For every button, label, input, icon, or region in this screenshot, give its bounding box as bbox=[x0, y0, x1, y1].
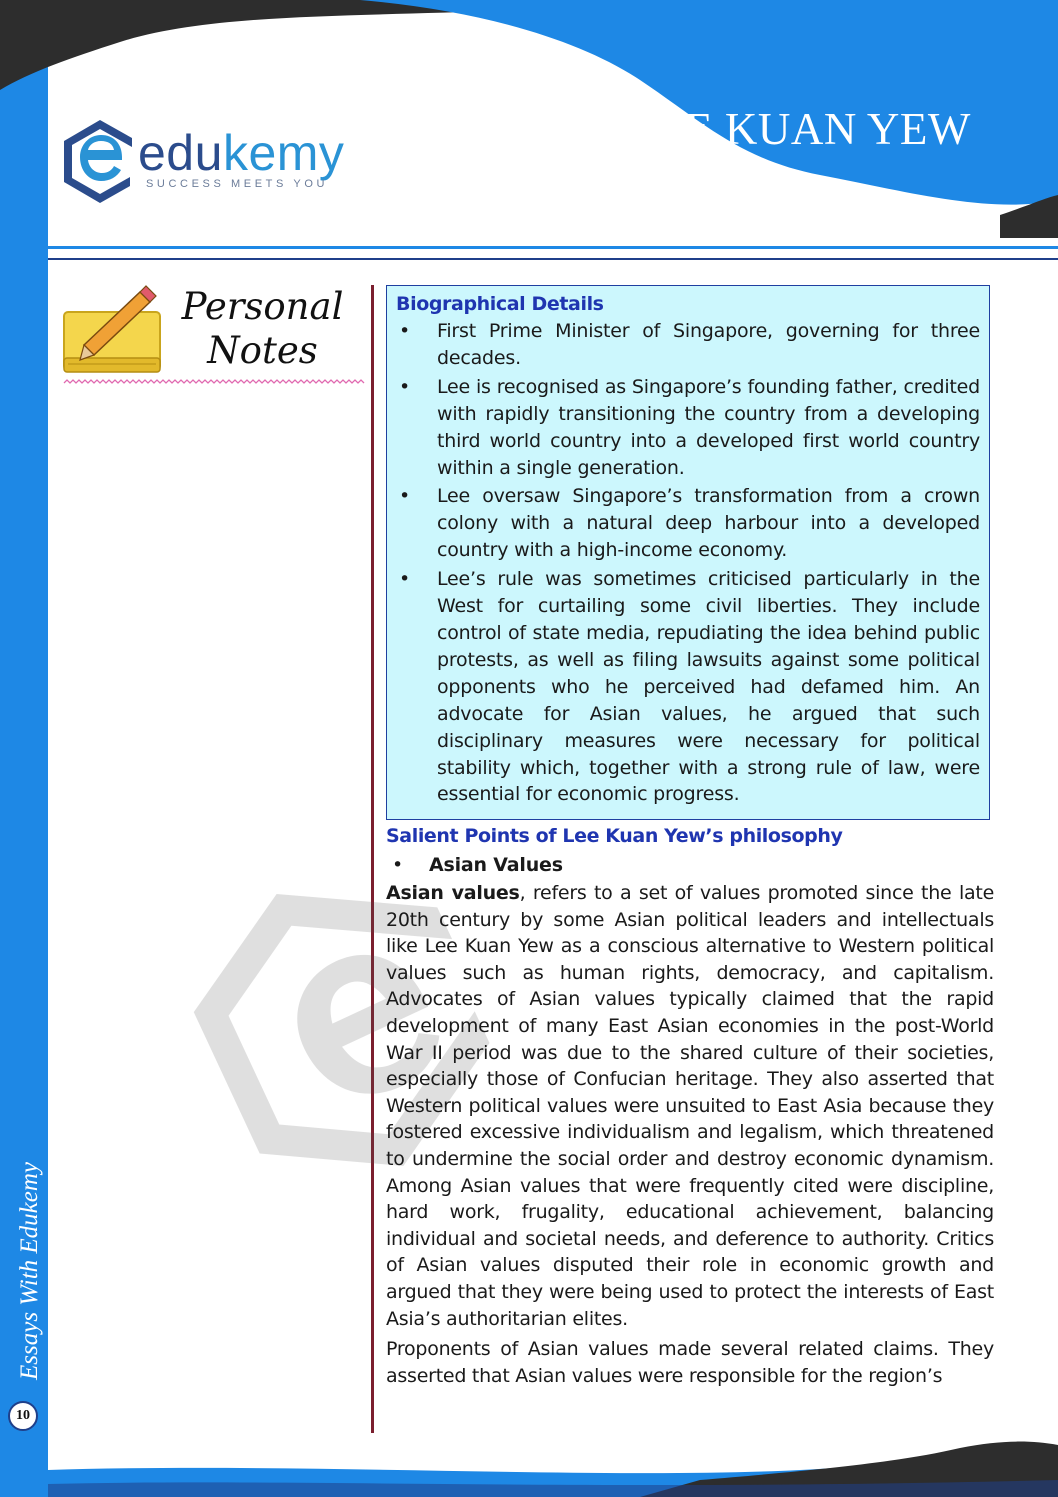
page-number-badge: 10 bbox=[8, 1401, 38, 1431]
biography-box bbox=[386, 285, 990, 820]
personal-notes-title bbox=[175, 285, 350, 373]
biography-item: • First Prime Minister of Singapore, governing for three decades. bbox=[396, 318, 980, 372]
zigzag-divider bbox=[64, 380, 364, 383]
biography-list bbox=[396, 318, 980, 808]
notepad-pencil-icon bbox=[64, 286, 160, 372]
biography-heading: Biographical Details bbox=[396, 293, 604, 315]
logo-word-part1: edu bbox=[138, 125, 223, 181]
biography-item: • Lee’s rule was sometimes criticised particularly in the West for curtailing some civil liberties. They include control of state media, repudiating the idea behind public protests, as well as filing lawsuits against some political opponents who he perceived had defamed him. An advocate for Asian values, he argued that such disciplinary measures were necessary for political stability which, together with a strong rule of law, were essential for economic progress. bbox=[396, 566, 980, 808]
biography-item: • Lee is recognised as Singapore’s founding father, credited with rapidly transitioning the country from a developing third world country into a developed first world country within a single generation. bbox=[396, 374, 980, 482]
logo-tagline: SUCCESS MEETS YOU bbox=[146, 178, 329, 190]
column-divider bbox=[371, 285, 374, 1433]
logo-word-part2: kemy bbox=[222, 125, 345, 181]
logo-hexagon-icon bbox=[64, 120, 132, 203]
asian-values-paragraph bbox=[386, 880, 994, 1332]
brand-logo-wordmark bbox=[138, 125, 345, 181]
header-divider-thin bbox=[48, 258, 1058, 260]
page-title: LEE KUAN YEW bbox=[629, 104, 971, 154]
personal-notes-line2: Notes bbox=[207, 329, 318, 372]
asian-values-body: , refers to a set of values promoted since the late 20th century by some Asian political leaders and intellectuals like Lee Kuan Yew as a conscious alternative to Western political values such as human rights, democracy, and capitalism. Advocates of Asian values typically claimed that the rapid development of many East Asian economies in the post-World War II period was due to the shared culture of their societies, especially those of Confucian heritage. They also asserted that Western political values were unsuited to East Asia because they fostered excessive individualism and legalism, which threatened to undermine the social order and destroy economic dynamism. Among Asian values that were frequently cited were discipline, hard work, frugality, educational achievement, balancing individual and societal needs, and deference to authority. Critics of Asian values disputed their role in economic growth and argued that they were being used to protect the interests of East Asia’s authoritarian elites. bbox=[386, 882, 995, 1330]
philosophy-heading: Salient Points of Lee Kuan Yew’s philosophy bbox=[386, 825, 843, 847]
vertical-series-label-text: Essays With Edukemy bbox=[16, 1161, 43, 1380]
biography-item: • Lee oversaw Singapore’s transformation from a crown colony with a natural deep harbour into a developed country with a high-income economy. bbox=[396, 483, 980, 564]
header-divider bbox=[48, 246, 1058, 249]
asian-values-lead: Asian values bbox=[386, 882, 520, 904]
proponents-paragraph: Proponents of Asian values made several related claims. They asserted that Asian values were responsible for the region’s bbox=[386, 1338, 994, 1387]
asian-values-subheading: • Asian Values bbox=[386, 850, 994, 880]
philosophy-section bbox=[386, 822, 994, 1389]
personal-notes-line1: Personal bbox=[181, 285, 344, 328]
